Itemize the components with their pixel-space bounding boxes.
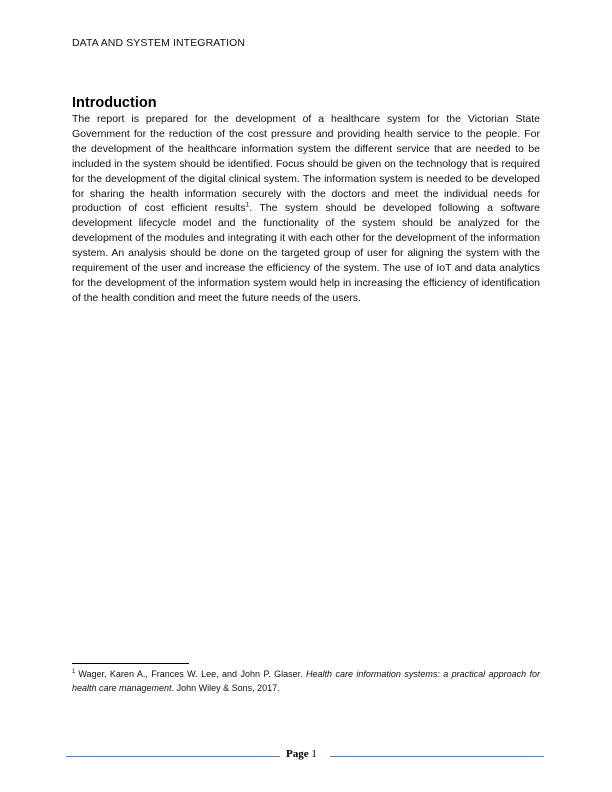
footnote-reference[interactable]: 1 bbox=[245, 201, 250, 209]
body-paragraph bbox=[72, 112, 540, 306]
paragraph-text-part-2: . The system should be developed following a software development lifecycle model and the functionality of the system should be analyzed for the development of the modules and integrating it with each other for the development of the information system. An analysis should be done on the targeted group of user for aligning the system with the requirement of the user and increase the efficiency of the system. The use of IoT and data analytics for the development of the information system would help in increasing the efficiency of identification of the health condition and meet the future needs of the users. bbox=[72, 202, 540, 304]
footnote-title: Health care information systems: a practical approach for health care management bbox=[72, 669, 540, 693]
footnote-separator bbox=[72, 663, 189, 664]
page-number-value: 1 bbox=[311, 748, 317, 760]
page-label: Page bbox=[286, 748, 309, 760]
footnote bbox=[72, 668, 540, 695]
page-number bbox=[286, 748, 317, 760]
footnote-number: 1 bbox=[72, 669, 76, 675]
footer-rule-left bbox=[66, 756, 280, 757]
section-heading: Introduction bbox=[72, 95, 157, 111]
running-header: DATA AND SYSTEM INTEGRATION bbox=[72, 37, 246, 49]
footnote-publisher: . John Wiley & Sons, 2017. bbox=[171, 682, 280, 693]
paragraph-text-part-1: The report is prepared for the development of a healthcare system for the Victorian State Government for the reduction of the cost pressure and providing health service to the people. For the development of the healthcare information system the different service that are needed to be included in the system should be identified. Focus should be given on the technology that is required for the development of the digital clinical system. The information system is needed to be developed for sharing the health information securely with the doctors and meet the individual needs for production of cost efficient results bbox=[72, 113, 540, 215]
footnote-authors: Wager, Karen A., Frances W. Lee, and John P. Glaser. bbox=[78, 669, 307, 679]
footer-rule-right bbox=[330, 756, 544, 757]
